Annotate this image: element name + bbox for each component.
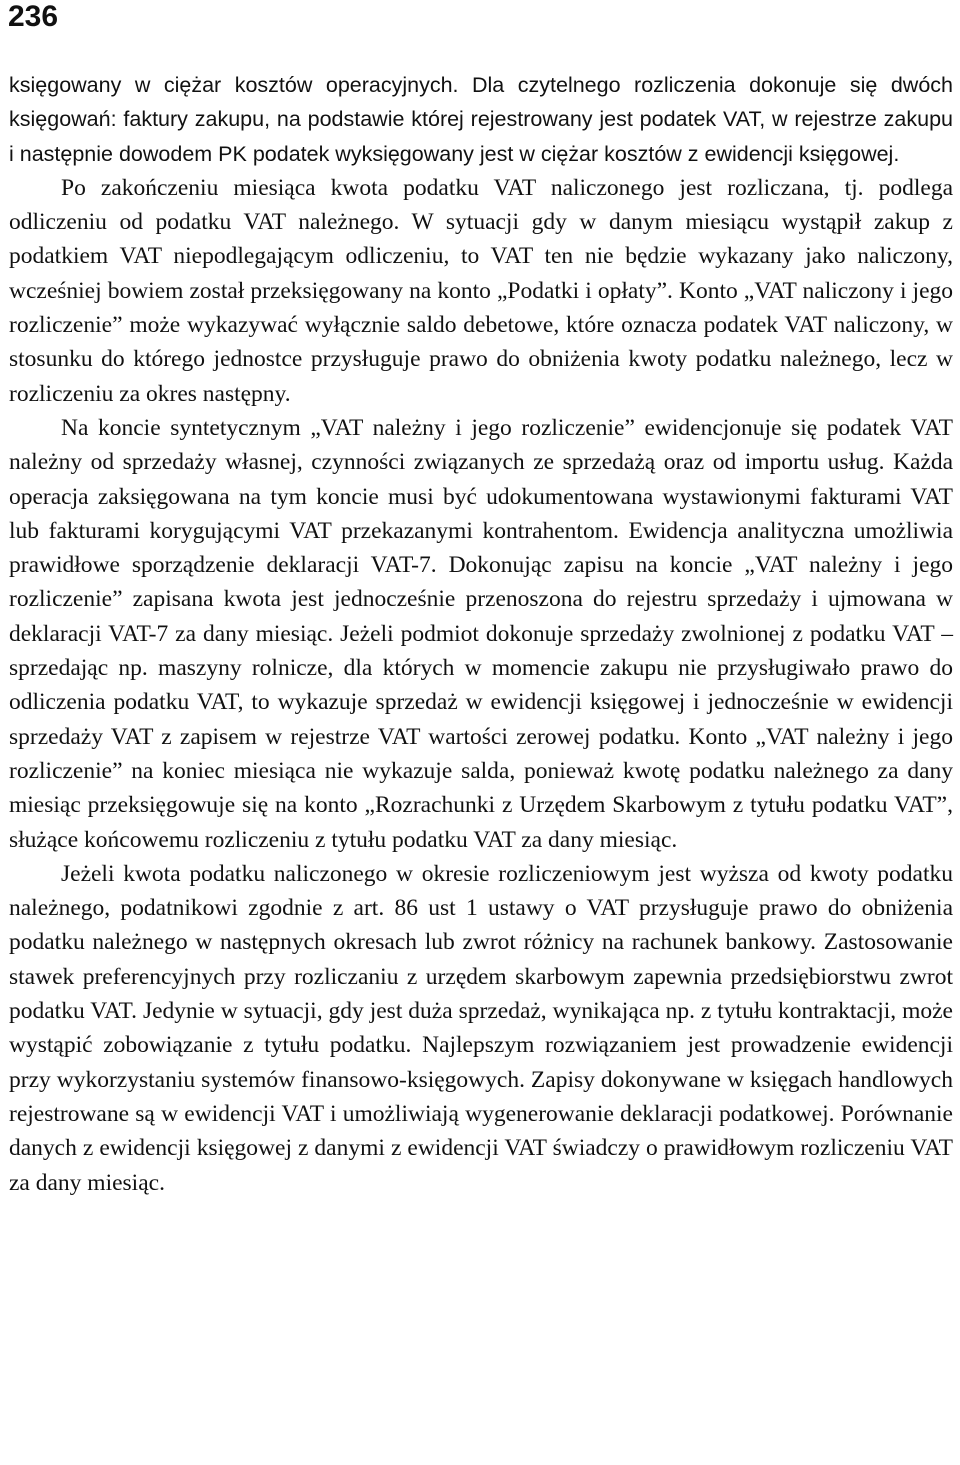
- paragraph-vat-nalezny-text: Na koncie syntetycznym „VAT należny i jego rozliczenie” ewidencjonuje się podatek VAT należny od sprzedaży własnej, czynności związanych ze sprzedażą oraz od importu usług. Każda operacja zaksięgowana na tym koncie musi być udokumentowana wystawionymi fakturami VAT lub fakturami korygującymi VAT przekazanymi kontrahentom. Ewidencja analityczna umożliwia prawidłowe sporządzenie deklaracji VAT-7. Dokonując zapisu na koncie „VAT należny i jego rozliczenie” zapisana kwota jest jednocześnie przenoszona do rejestru sprzedaży i ujmowana w deklaracji VAT-7 za dany miesiąc. Jeżeli podmiot dokonuje sprzedaży zwolnionej z podatku VAT – sprzedając np. maszyny rolnicze, dla których w momencie zakupu nie przysługiwało prawo do odliczenia podatku VAT, to wykazuje sprzedaż w ewidencji księgowej i jednocześnie w ewidencji sprzedaży VAT z zapisem w rejestrze VAT wartości zerowej podatku. Konto „VAT należny i jego rozliczenie” na koniec miesiąca nie wykazuje salda, ponieważ kwotę podatku należnego za dany miesiąc przeksięgowuje się na konto „Rozrachunki z Urzędem Skarbowym z tytułu podatku VAT”, służące końcowemu rozliczeniu z tytułu podatku VAT za dany miesiąc.: [9, 414, 953, 853]
- paragraph-continued-text: księgowany w ciężar kosztów operacyjnych. Dla czytelnego rozliczenia dokonuje się dwóch księgowań: faktury zakupu, na podstawie której rejestrowany jest podatek VAT, w rejestrze zakupu i następnie dowodem PK podatek wyksięgowany jest w ciężar kosztów z ewidencji księgowej.: [9, 73, 953, 166]
- paragraph-vat-naliczony: [9, 171, 953, 411]
- paragraph-vat-nalezny: [9, 411, 953, 857]
- page-number: 236: [8, 0, 59, 33]
- paragraph-rozliczenie: [9, 857, 953, 1200]
- body-text: [9, 68, 953, 1200]
- paragraph-rozliczenie-text: Jeżeli kwota podatku naliczonego w okresie rozliczeniowym jest wyższa od kwoty podatku należnego, podatnikowi zgodnie z art. 86 ust 1 ustawy o VAT przysługuje prawo do obniżenia podatku należnego w następnych okresach lub zwrot różnicy na rachunek bankowy. Zastosowanie stawek preferencyjnych przy rozliczaniu z urzędem skarbowym zapewnia przedsiębiorstwu zwrot podatku VAT. Jedynie w sytuacji, gdy jest duża sprzedaż, wynikająca np. z tytułu kontraktacji, może wystąpić zobowiązanie z tytułu podatku. Najlepszym rozwiązaniem jest prowadzenie ewidencji przy wykorzystaniu systemów finansowo-księgowych. Zapisy dokonywane w księgach handlowych rejestrowane są w ewidencji VAT i umożliwiają wygenerowanie deklaracji podatkowej. Porównanie danych z ewidencji księgowej z danymi z ewidencji VAT świadczy o prawidłowym rozliczeniu VAT za dany miesiąc.: [9, 860, 953, 1196]
- paragraph-continued: [9, 68, 953, 171]
- paragraph-vat-naliczony-text: Po zakończeniu miesiąca kwota podatku VAT naliczonego jest rozliczana, tj. podlega odliczeniu od podatku VAT należnego. W sytuacji gdy w danym miesiącu wystąpił zakup z podatkiem VAT niepodlegającym odliczeniu, to VAT ten nie będzie wykazany jako naliczony, wcześniej bowiem został przeksięgowany na konto „Podatki i opłaty”. Konto „VAT naliczony i jego rozliczenie” może wykazywać wyłącznie saldo debetowe, które oznacza podatek VAT naliczony, w stosunku do którego jednostce przysługuje prawo do obniżenia kwoty podatku należnego, lecz w rozliczeniu za okres następny.: [9, 174, 953, 407]
